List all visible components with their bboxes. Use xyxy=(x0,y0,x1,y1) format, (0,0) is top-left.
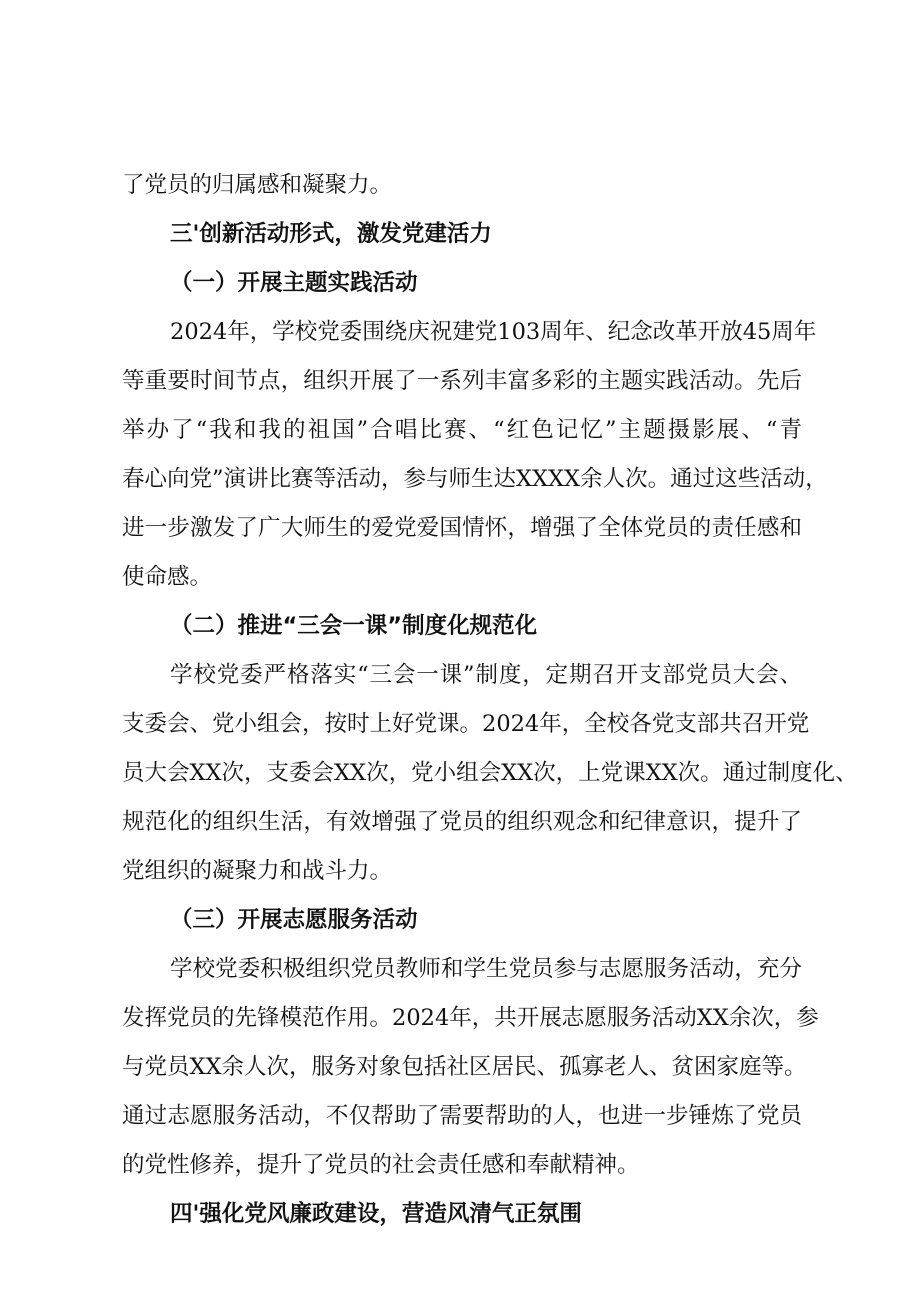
section-heading: 四'强化党风廉政建设，营造风清气正氛围 xyxy=(170,1201,582,1227)
subsection-heading: （三）开展志愿服务活动 xyxy=(170,907,418,933)
paragraph-line: 与党员XX余人次，服务对象包括社区居民、孤寡老人、贫困家庭等。 xyxy=(122,1054,807,1080)
subsection-heading: （一）开展主题实践活动 xyxy=(170,270,418,296)
paragraph-line: 发挥党员的先锋模范作用。2024年，共开展志愿服务活动XX余次，参 xyxy=(122,1005,819,1031)
subsection-heading: （二）推进“三会一课”制度化规范化 xyxy=(170,613,538,639)
paragraph-line: 使命感。 xyxy=(122,564,213,590)
paragraph-line: 员大会XX次，支委会XX次，党小组会XX次，上党课XX次。通过制度化、 xyxy=(122,760,858,786)
paragraph-line: 了党员的归属感和凝聚力。 xyxy=(122,172,393,198)
paragraph-line: 春心向党”演讲比赛等活动，参与师生达XXXX余人次。通过这些活动， xyxy=(122,466,828,492)
paragraph-line: 党组织的凝聚力和战斗力。 xyxy=(122,858,393,884)
section-heading: 三'创新活动形式，激发党建活力 xyxy=(170,221,492,247)
paragraph-line: 学校党委积极组织党员教师和学生党员参与志愿服务活动，充分 xyxy=(170,956,802,982)
paragraph-line: 2024年，学校党委围绕庆祝建党103周年、纪念改革开放45周年 xyxy=(170,319,817,345)
paragraph-line: 支委会、党小组会，按时上好党课。2024年，全校各党支部共召开党 xyxy=(122,711,810,737)
paragraph-line: 规范化的组织生活，有效增强了党员的组织观念和纪律意识，提升了 xyxy=(122,809,802,835)
paragraph-line: 举办了“我和我的祖国”合唱比赛、“红色记忆”主题摄影展、“青 xyxy=(122,417,802,443)
paragraph-line: 的党性修养，提升了党员的社会责任感和奉献精神。 xyxy=(122,1152,640,1178)
paragraph-line: 进一步激发了广大师生的爱党爱国情怀，增强了全体党员的责任感和 xyxy=(122,515,802,541)
paragraph-line: 等重要时间节点，组织开展了一系列丰富多彩的主题实践活动。先后 xyxy=(122,368,802,394)
paragraph-line: 学校党委严格落实“三会一课”制度，定期召开支部党员大会、 xyxy=(170,662,802,688)
paragraph-line: 通过志愿服务活动，不仅帮助了需要帮助的人，也进一步锤炼了党员 xyxy=(122,1103,802,1129)
